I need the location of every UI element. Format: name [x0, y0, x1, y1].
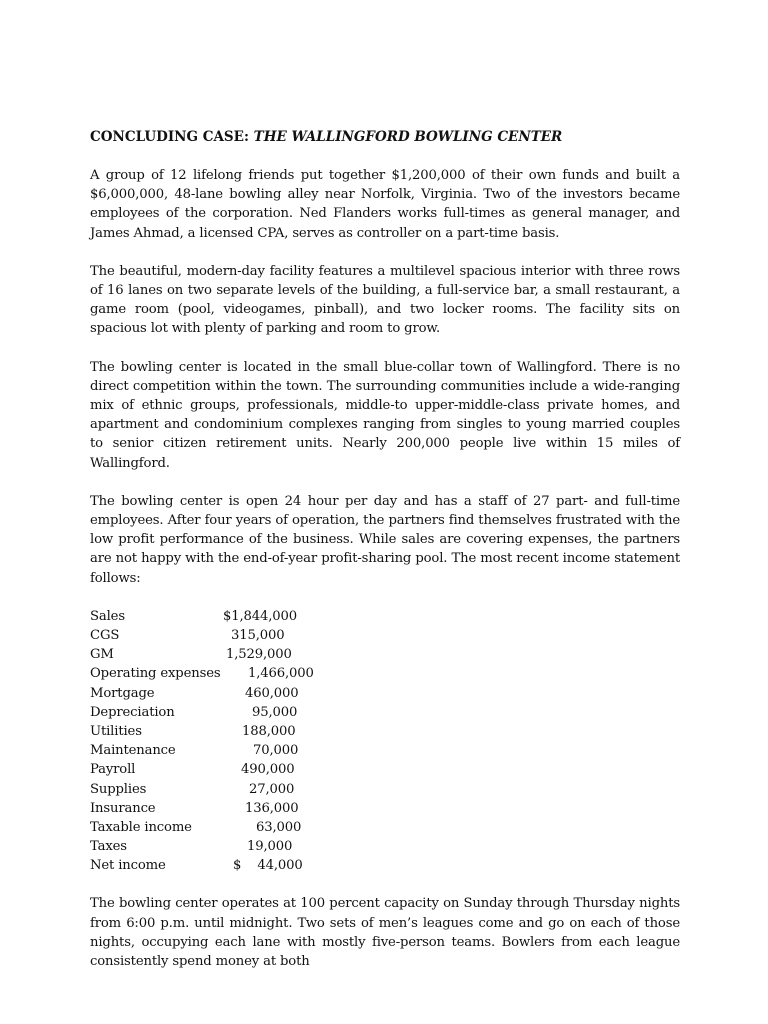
income-row-maintenance — [90, 741, 680, 760]
income-row-insurance — [90, 799, 680, 818]
income-value: 188,000 — [242, 723, 296, 739]
income-value: 136,000 — [245, 800, 299, 816]
income-label: Supplies — [90, 781, 147, 797]
income-label: Taxable income — [90, 819, 192, 835]
income-value: 315,000 — [231, 628, 285, 644]
income-row-depreciation — [90, 703, 680, 722]
income-label: GM — [90, 647, 114, 663]
income-row-sales — [90, 607, 680, 626]
case-title — [90, 128, 680, 147]
income-value: 460,000 — [245, 685, 299, 701]
income-label: Taxes — [90, 839, 127, 855]
income-row-utilities — [90, 722, 680, 741]
income-label: Insurance — [90, 800, 156, 816]
income-label: Utilities — [90, 723, 142, 739]
case-title-name: THE WALLINGFORD BOWLING CENTER — [253, 129, 563, 145]
income-statement — [90, 607, 680, 876]
income-value: 70,000 — [253, 743, 299, 759]
income-value: 1,466,000 — [248, 666, 314, 682]
income-row-payroll — [90, 760, 680, 779]
paragraph-intro: A group of 12 lifelong friends put together $1,200,000 of their own funds and built a $6,000,000, 48-lane bowling alley near Norfolk, Virginia. Two of the investors became employees of the corporation. Ned Flanders works full-times as general manager, and James Ahmad, a licensed CPA, serves as controller on a part-time basis. — [90, 168, 680, 241]
case-title-prefix: CONCLUDING CASE: — [90, 129, 254, 145]
income-label: Depreciation — [90, 704, 175, 720]
document-page — [90, 128, 680, 990]
income-value: 95,000 — [252, 704, 298, 720]
income-label: Mortgage — [90, 685, 155, 701]
paragraph-operations: The bowling center is open 24 hour per day and has a staff of 27 part- and full-time employees. After four years of operation, the partners find themselves frustrated with the low profit performance of the business. While sales are covering expenses, the partners are not happy with the end-of-year profit-sharing pool. The most recent income statement follows: — [90, 493, 680, 586]
income-row-gm — [90, 645, 680, 664]
income-value: 1,529,000 — [226, 647, 292, 663]
income-value: 19,000 — [247, 839, 293, 855]
income-row-taxes — [90, 837, 680, 856]
income-row-cgs — [90, 626, 680, 645]
paragraph-facility: The beautiful, modern-day facility features a multilevel spacious interior with three rows of 16 lanes on two separate levels of the building, a full-service bar, a small restaurant, a game room (pool, videogames, pinball), and two locker rooms. The facility sits on spacious lot with plenty of parking and room to grow. — [90, 263, 680, 337]
income-label: Sales — [90, 608, 125, 624]
income-value: $ 44,000 — [233, 858, 303, 874]
income-value: 27,000 — [249, 781, 295, 797]
income-label: Operating expenses — [90, 666, 221, 682]
income-row-net-income — [90, 856, 680, 875]
income-label: Payroll — [90, 762, 136, 778]
income-row-operating-expenses — [90, 664, 680, 683]
income-row-taxable-income — [90, 818, 680, 837]
paragraph-location: The bowling center is located in the small blue-collar town of Wallingford. There is no direct competition within the town. The surrounding communities include a wide-ranging mix of ethnic groups, professionals, middle-to upper-middle-class private homes, and apartment and condominium complexes ranging from singles to young married couples to senior citizen retirement units. Nearly 200,000 people live within 15 miles of Wallingford. — [90, 359, 680, 471]
income-label: Maintenance — [90, 743, 176, 759]
income-value: 63,000 — [256, 819, 302, 835]
income-value: $1,844,000 — [223, 608, 298, 624]
income-row-supplies — [90, 780, 680, 799]
income-label: Net income — [90, 858, 166, 874]
paragraph-capacity: The bowling center operates at 100 percent capacity on Sunday through Thursday nights from 6:00 p.m. until midnight. Two sets of men’s leagues come and go on each of those nights, occupying each lane with mostly five-person teams. Bowlers from each league consistently spend money at both — [90, 896, 680, 970]
income-label: CGS — [90, 628, 120, 644]
income-value: 490,000 — [241, 762, 295, 778]
income-row-mortgage — [90, 684, 680, 703]
